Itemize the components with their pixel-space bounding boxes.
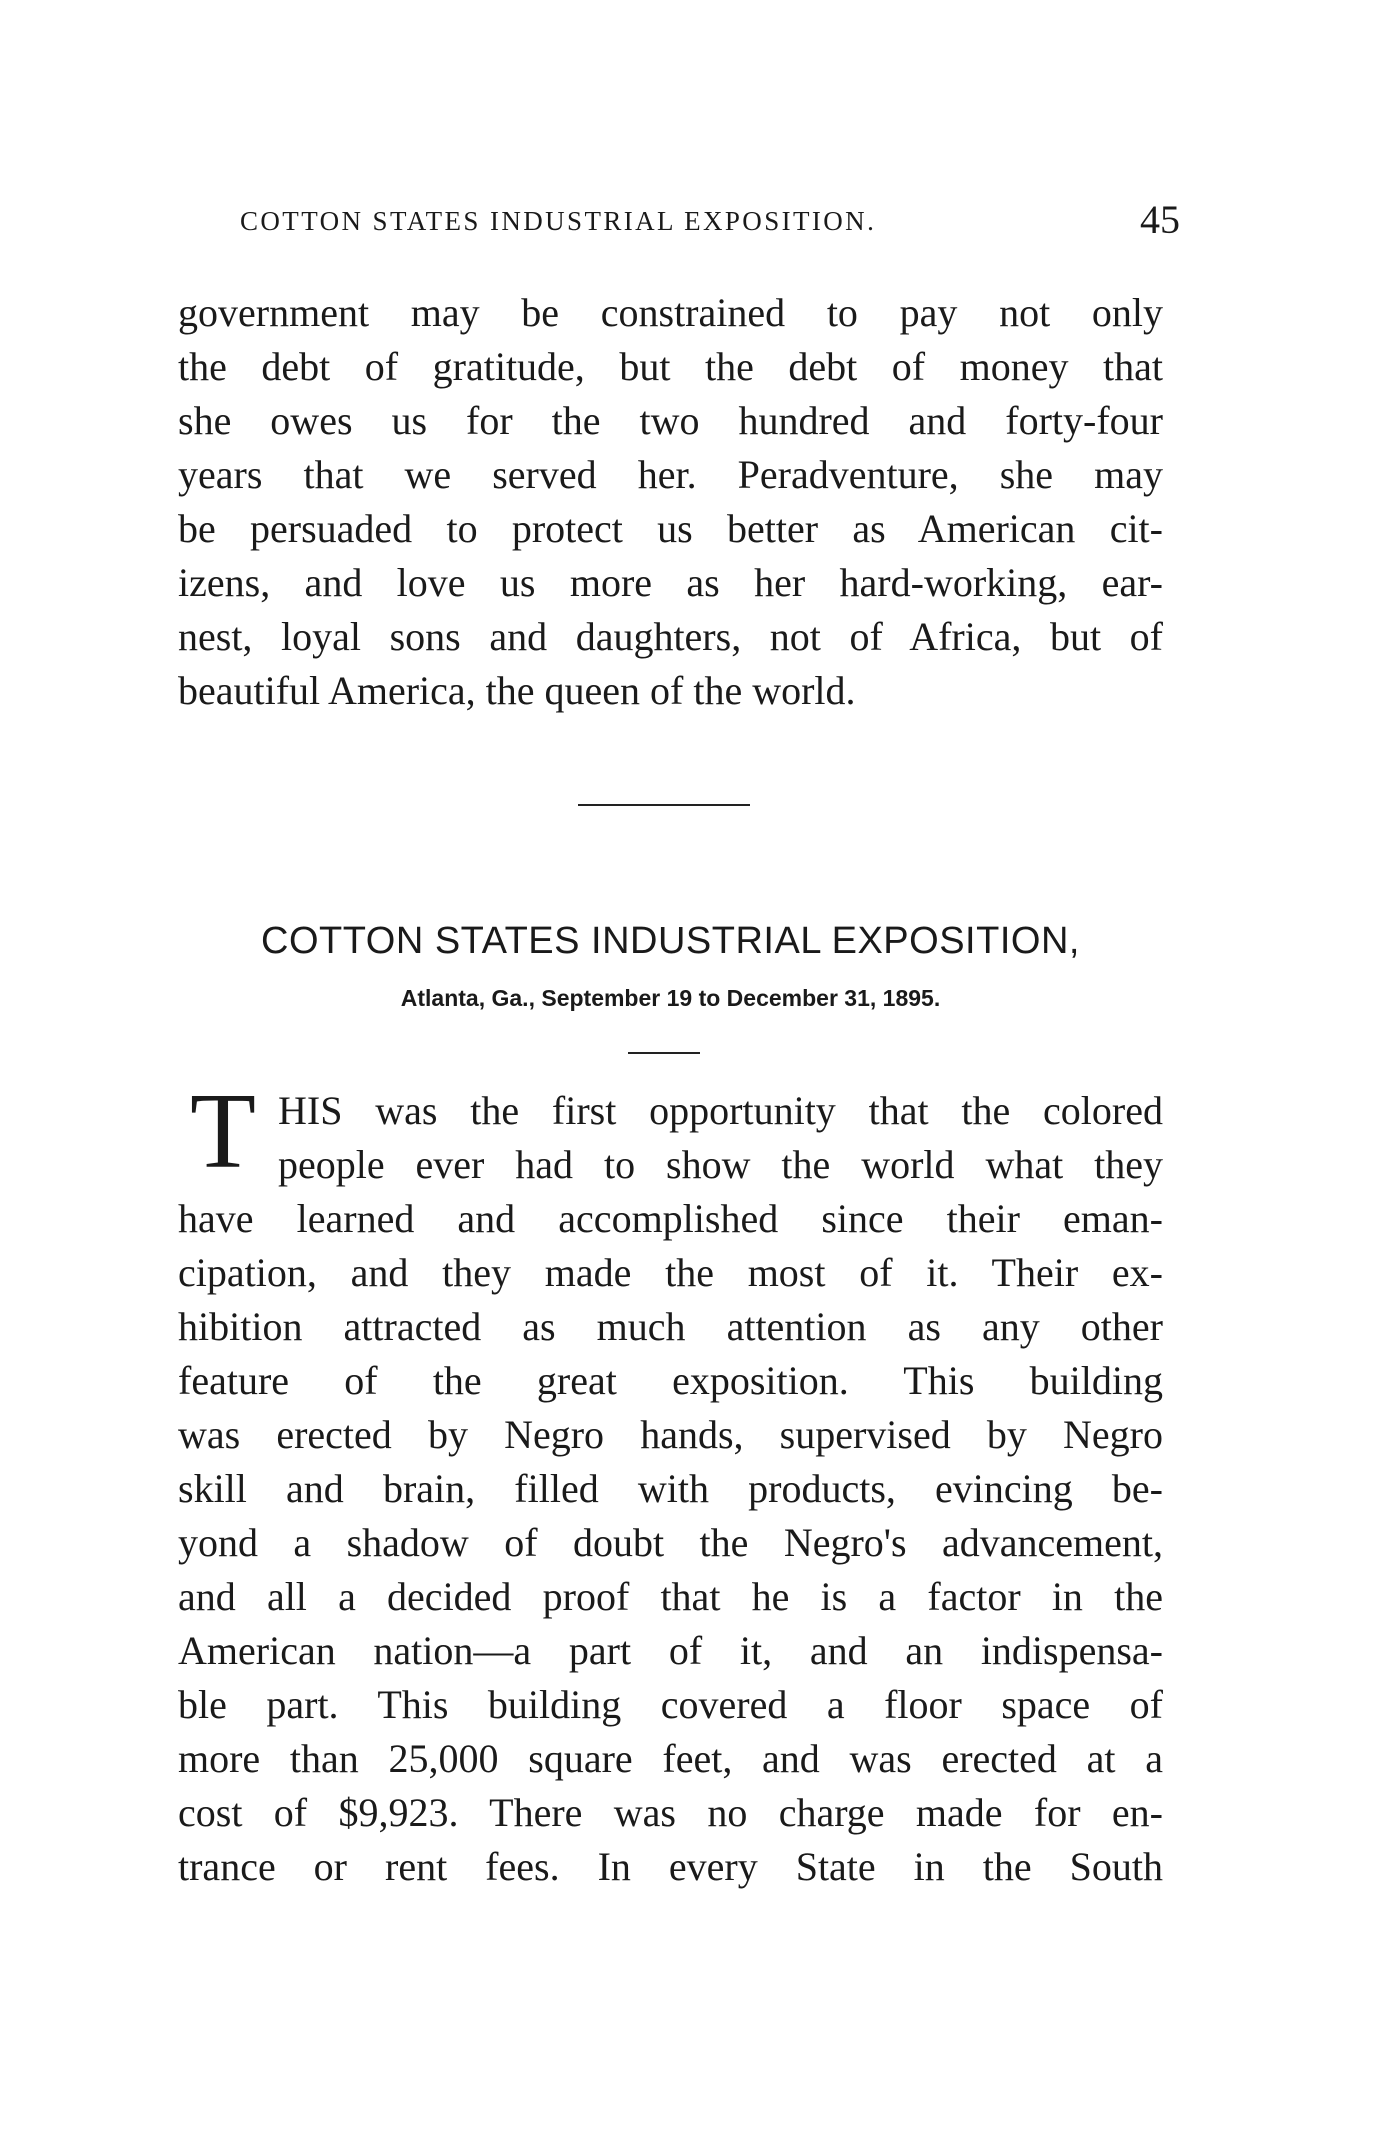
text-line: cipation, and they made the most of it. Their ex- <box>178 1250 1163 1295</box>
text-line: feature of the great exposition. This building <box>178 1358 1163 1403</box>
text-line: American nation—a part of it, and an indispensa- <box>178 1628 1163 1673</box>
text-line: government may be constrained to pay not only <box>178 290 1163 335</box>
text-line: trance or rent fees. In every State in the South <box>178 1844 1163 1889</box>
text-line: HIS was the first opportunity that the colored <box>278 1088 1163 1133</box>
text-line: hibition attracted as much attention as any other <box>178 1304 1163 1349</box>
section-title: COTTON STATES INDUSTRIAL EXPOSITION, <box>261 920 1080 962</box>
text-line: people ever had to show the world what they <box>278 1142 1163 1187</box>
text-line: she owes us for the two hundred and forty-four <box>178 398 1163 443</box>
running-title: COTTON STATES INDUSTRIAL EXPOSITION. <box>240 206 877 236</box>
text-line: yond a shadow of doubt the Negro's advancement, <box>178 1520 1163 1565</box>
text-line: ble part. This building covered a floor space of <box>178 1682 1163 1727</box>
section-subtitle: Atlanta, Ga., September 19 to December 31, 1895. <box>400 985 941 1011</box>
running-head <box>240 196 1180 252</box>
text-line: be persuaded to protect us better as American cit- <box>178 506 1163 551</box>
title-rule <box>628 1052 700 1054</box>
drop-cap: T <box>190 1072 256 1191</box>
text-line: izens, and love us more as her hard-working, ear- <box>178 560 1163 605</box>
text-line: years that we served her. Peradventure, she may <box>178 452 1163 497</box>
page-number: 45 <box>1140 197 1180 242</box>
text-line: the debt of gratitude, but the debt of money that <box>178 344 1163 389</box>
text-line: was erected by Negro hands, supervised by Negro <box>178 1412 1163 1457</box>
section-divider <box>578 804 750 806</box>
text-line: have learned and accomplished since their eman- <box>178 1196 1163 1241</box>
text-line: nest, loyal sons and daughters, not of Africa, but of <box>178 614 1163 659</box>
text-line: beautiful America, the queen of the world. <box>178 668 856 713</box>
text-line: cost of $9,923. There was no charge made for en- <box>178 1790 1163 1835</box>
text-line: and all a decided proof that he is a factor in the <box>178 1574 1163 1619</box>
text-line: skill and brain, filled with products, evincing be- <box>178 1466 1163 1511</box>
text-line: more than 25,000 square feet, and was erected at a <box>178 1736 1163 1781</box>
